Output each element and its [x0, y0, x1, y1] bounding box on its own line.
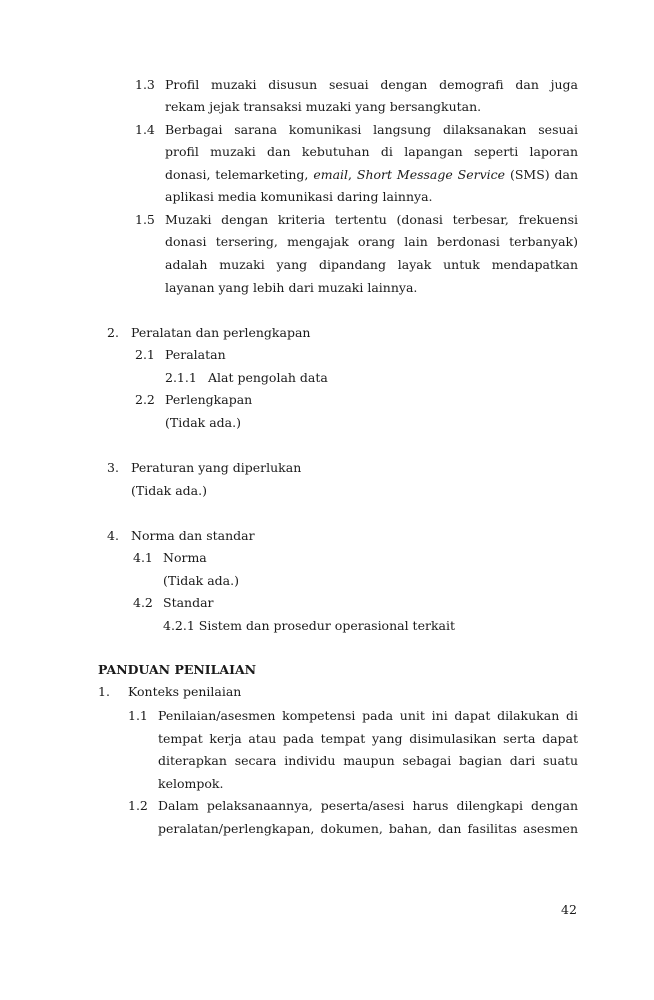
section-title: Konteks penilaian [128, 684, 242, 699]
italic-term: email [313, 167, 349, 182]
section-title: Peralatan dan perlengkapan [131, 325, 311, 340]
item-number: 1.1 [128, 708, 148, 723]
sub-number: 4.2 [133, 595, 153, 610]
sub-title: Peralatan [165, 347, 226, 362]
text: (SMS) dan [509, 167, 579, 182]
paragraph-line: rekam jejak transaksi muzaki yang bersangkutan. [165, 99, 482, 114]
section-number: 1. [98, 684, 110, 699]
sub-sub-item: 4.2.1 Sistem dan prosedur operasional terkait [163, 618, 456, 633]
sub-number: 2.1 [135, 347, 155, 362]
paragraph-line: peralatan/perlengkapan, dokumen, bahan, dan fasilitas asesmen [158, 821, 578, 836]
sub-number: 4.1 [133, 550, 153, 565]
note: (Tidak ada.) [131, 483, 207, 498]
paragraph-line: donasi tersering, mengajak orang lain berdonasi terbanyak) [165, 234, 578, 249]
section-number: 2. [107, 325, 119, 340]
section-heading: PANDUAN PENILAIAN [98, 662, 257, 677]
section-title: Norma dan standar [131, 528, 255, 543]
section-title: Peraturan yang diperlukan [131, 460, 302, 475]
paragraph-line: Berbagai sarana komunikasi langsung dilaksanakan sesuai [165, 122, 578, 137]
paragraph-line: profil muzaki dan kebutuhan di lapangan seperti laporan [165, 144, 578, 159]
paragraph-line: layanan yang lebih dari muzaki lainnya. [165, 280, 418, 295]
sub-sub-title: Alat pengolah data [208, 370, 328, 385]
note: (Tidak ada.) [165, 415, 241, 430]
paragraph-line: aplikasi media komunikasi daring lainnya. [165, 189, 433, 204]
paragraph-line: tempat kerja atau pada tempat yang disimulasikan serta dapat [158, 731, 578, 746]
sub-title: Perlengkapan [165, 392, 253, 407]
note: (Tidak ada.) [163, 573, 239, 588]
item-number: 1.2 [128, 798, 148, 813]
page-number: 42 [561, 902, 577, 917]
sub-title: Standar [163, 595, 214, 610]
item-number: 1.3 [135, 77, 155, 92]
paragraph-line: Muzaki dengan kriteria tertentu (donasi terbesar, frekuensi [165, 212, 578, 227]
paragraph-line: Profil muzaki disusun sesuai dengan demografi dan juga [165, 77, 578, 92]
sub-number: 2.2 [135, 392, 155, 407]
italic-term: Short Message Service [356, 167, 506, 182]
paragraph-line [165, 166, 578, 184]
paragraph-line: kelompok. [158, 776, 224, 791]
section-number: 4. [107, 528, 119, 543]
sub-title: Norma [163, 550, 207, 565]
item-number: 1.4 [135, 122, 155, 137]
paragraph-line: diterapkan secara individu maupun sebagai bagian dari suatu [158, 753, 578, 768]
text: donasi, telemarketing, [165, 167, 309, 182]
paragraph-line: Dalam pelaksanaannya, peserta/asesi harus dilengkapi dengan [158, 798, 578, 813]
item-number: 1.5 [135, 212, 155, 227]
paragraph-line: Penilaian/asesmen kompetensi pada unit ini dapat dilakukan di [158, 708, 578, 723]
text: , [348, 167, 352, 182]
sub-sub-number: 2.1.1 [165, 370, 197, 385]
paragraph-line: adalah muzaki yang dipandang layak untuk mendapatkan [165, 257, 578, 272]
section-number: 3. [107, 460, 119, 475]
